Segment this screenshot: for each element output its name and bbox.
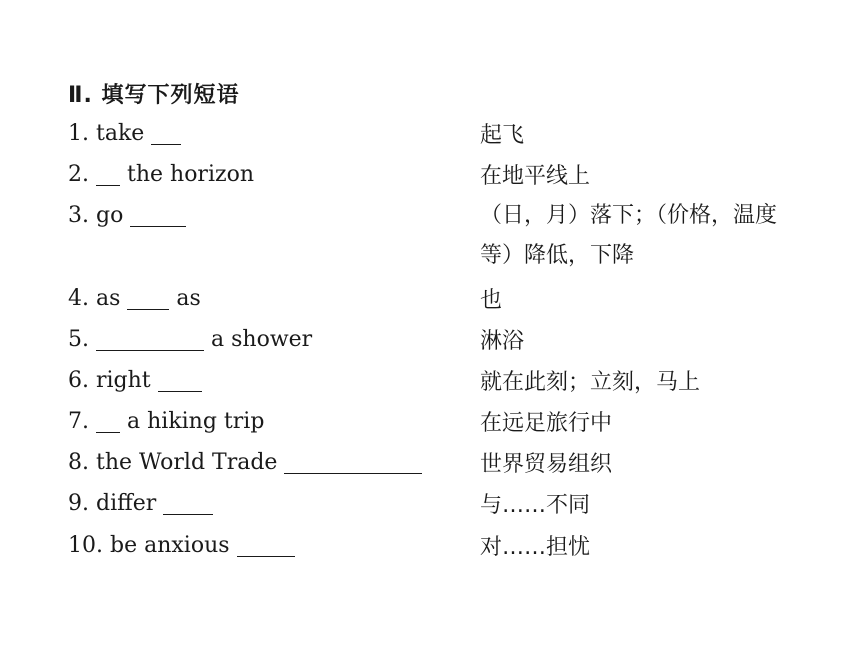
chinese-meaning: 对……担忧 xyxy=(480,535,591,560)
phrase-row xyxy=(68,116,808,152)
english-text: as xyxy=(176,286,201,311)
chinese-meaning: 与……不同 xyxy=(480,493,591,518)
item-number: 7. xyxy=(68,409,89,434)
answer-blank[interactable] xyxy=(158,369,202,392)
english-text: go xyxy=(96,203,124,228)
phrase-row xyxy=(68,198,808,280)
phrase-row xyxy=(68,157,808,193)
chinese-meaning: 在远足旅行中 xyxy=(480,411,613,436)
answer-blank[interactable] xyxy=(96,410,120,433)
english-text: a hiking trip xyxy=(127,409,265,434)
phrase-row xyxy=(68,322,808,358)
english-text: as xyxy=(96,286,121,311)
answer-blank[interactable] xyxy=(237,534,295,557)
chinese-meaning: 起飞 xyxy=(480,123,525,148)
english-text: be anxious xyxy=(110,533,230,558)
chinese-meaning: （日，月）落下；（价格，温度等）降低，下降 xyxy=(480,203,778,268)
phrase-row xyxy=(68,281,808,317)
item-number: 4. xyxy=(68,286,89,311)
item-number: 6. xyxy=(68,368,89,393)
item-number: 3. xyxy=(68,203,89,228)
item-number: 5. xyxy=(68,327,89,352)
chinese-meaning: 世界贸易组织 xyxy=(480,452,613,477)
english-text: take xyxy=(96,121,145,146)
english-text: right xyxy=(96,368,151,393)
phrase-row xyxy=(68,404,808,440)
item-number: 2. xyxy=(68,162,89,187)
answer-blank[interactable] xyxy=(163,492,213,515)
phrase-row xyxy=(68,486,808,522)
answer-blank[interactable] xyxy=(151,122,181,145)
answer-blank[interactable] xyxy=(96,163,120,186)
english-text: differ xyxy=(96,491,157,516)
phrase-row xyxy=(68,528,808,564)
chinese-meaning: 就在此刻；立刻，马上 xyxy=(480,370,701,395)
english-text: a shower xyxy=(211,327,313,352)
chinese-meaning: 也 xyxy=(480,288,503,313)
phrase-row xyxy=(68,445,808,481)
answer-blank[interactable] xyxy=(130,204,186,227)
item-number: 9. xyxy=(68,491,89,516)
english-text: the horizon xyxy=(127,162,254,187)
item-number: 10. xyxy=(68,533,103,558)
section-title: Ⅱ. 填写下列短语 xyxy=(68,83,240,108)
chinese-meaning: 淋浴 xyxy=(480,329,525,354)
answer-blank[interactable] xyxy=(284,451,422,474)
answer-blank[interactable] xyxy=(127,287,169,310)
phrase-row xyxy=(68,363,808,399)
chinese-meaning: 在地平线上 xyxy=(480,164,591,189)
english-text: the World Trade xyxy=(96,450,278,475)
item-number: 1. xyxy=(68,121,89,146)
answer-blank[interactable] xyxy=(96,328,204,351)
item-number: 8. xyxy=(68,450,89,475)
